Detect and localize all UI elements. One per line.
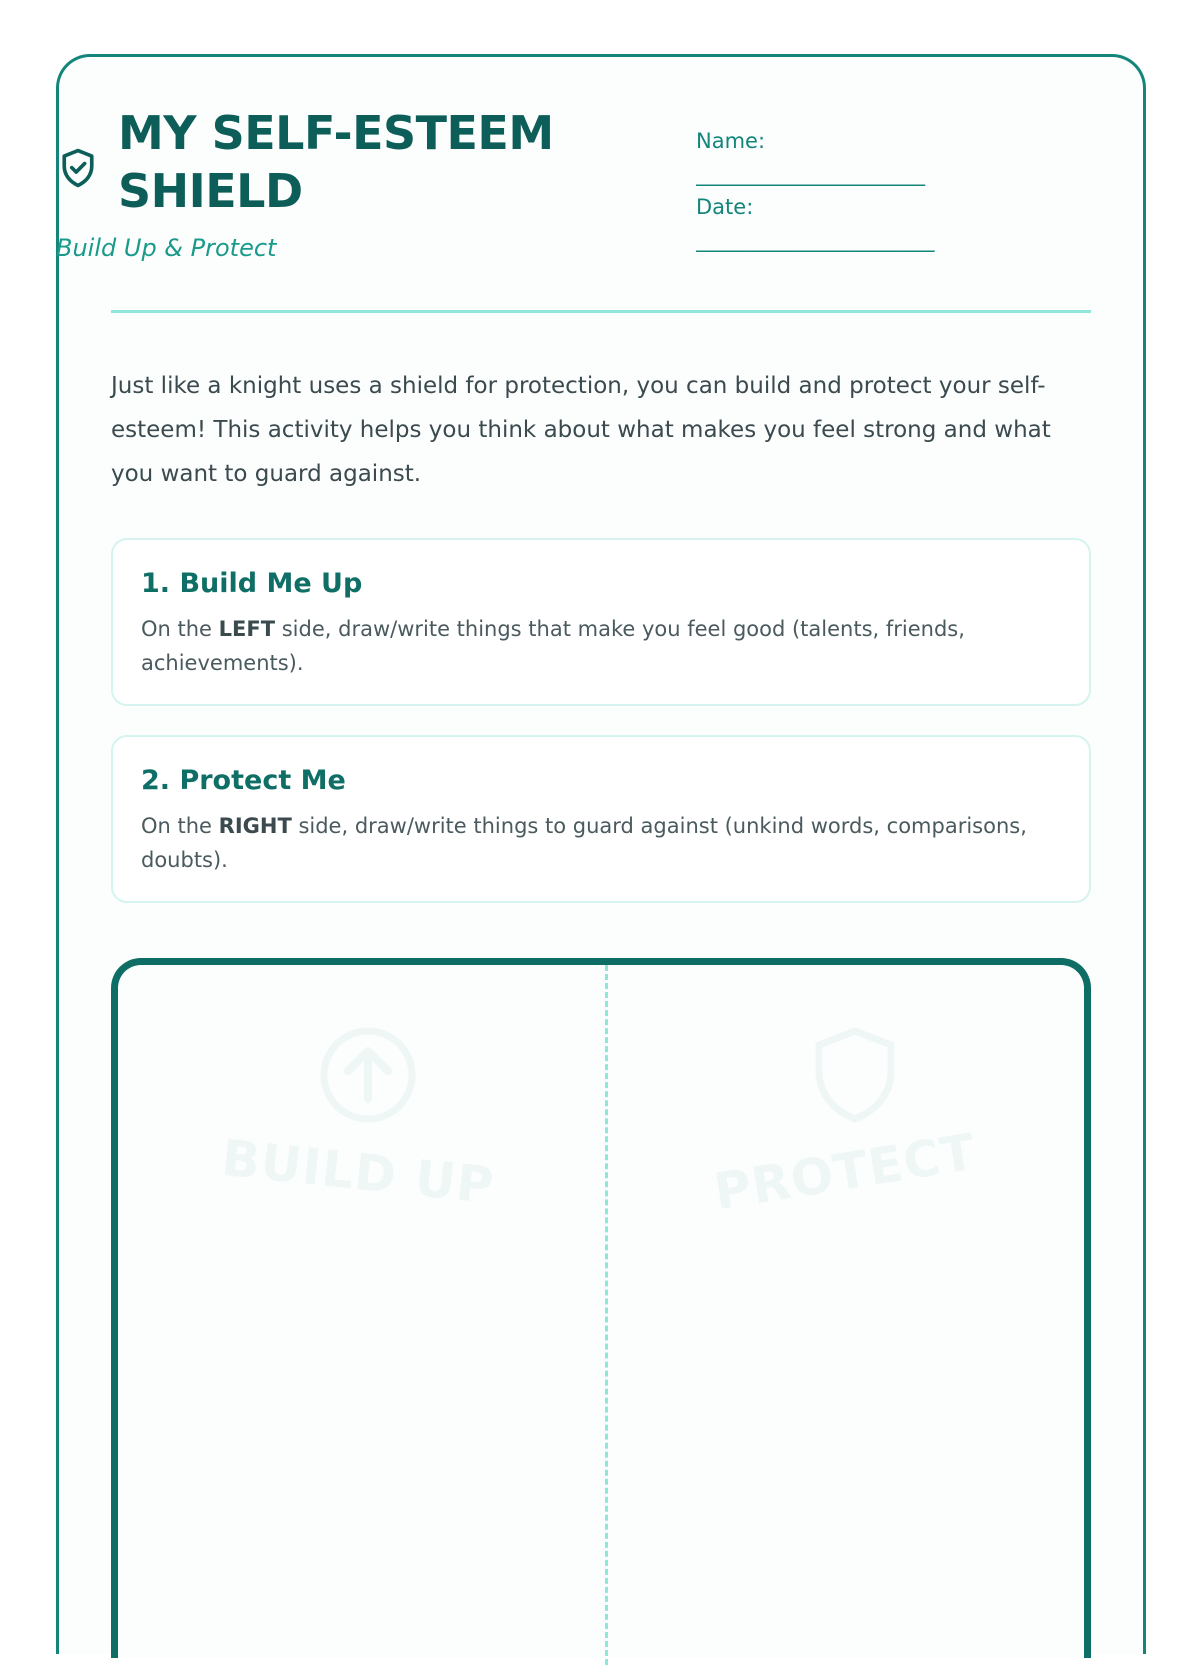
step-desc-text: On the xyxy=(141,814,219,838)
name-blank-line[interactable]: ________________________ xyxy=(696,162,924,186)
step-title: 1. Build Me Up xyxy=(141,568,363,599)
page-title: MY SELF-ESTEEM SHIELD xyxy=(118,106,554,218)
step-description xyxy=(141,612,1063,680)
header-divider xyxy=(111,310,1091,313)
protect-watermark: PROTECT xyxy=(710,1122,980,1222)
shield-check-icon xyxy=(56,144,100,192)
step-desc-emphasis: RIGHT xyxy=(218,814,292,838)
step-desc-text: side, draw/write things that make you feel good (talents, friends, achievements). xyxy=(141,617,965,675)
step-description xyxy=(141,809,1063,877)
date-label: Date: xyxy=(696,195,754,219)
shield-drawing-area[interactable] xyxy=(111,958,1091,1658)
intro-paragraph: Just like a knight uses a shield for protection, you can build and protect your self-esteem! This activity helps you think about what makes you feel strong and what you want to guard against. xyxy=(111,373,1051,487)
protect-side[interactable] xyxy=(605,1025,1085,1265)
date-blank-line[interactable]: _________________________ xyxy=(696,228,934,252)
build-up-watermark: BUILD UP xyxy=(219,1128,497,1216)
name-label: Name: xyxy=(696,129,766,153)
step-card-build-me-up xyxy=(111,538,1091,706)
worksheet-header xyxy=(56,54,1036,262)
step-card-protect-me xyxy=(111,735,1091,903)
step-desc-emphasis: LEFT xyxy=(218,617,276,641)
arrow-up-circle-icon xyxy=(318,1025,418,1125)
page-subtitle: Build Up & Protect xyxy=(56,234,277,262)
step-title: 2. Protect Me xyxy=(141,765,346,796)
step-desc-text: On the xyxy=(141,617,219,641)
shield-icon xyxy=(805,1025,905,1125)
step-desc-text: side, draw/write things to guard against (unkind words, comparisons, doubts). xyxy=(141,814,1027,872)
build-up-side[interactable] xyxy=(118,1025,598,1265)
name-date-fields xyxy=(696,124,1016,256)
